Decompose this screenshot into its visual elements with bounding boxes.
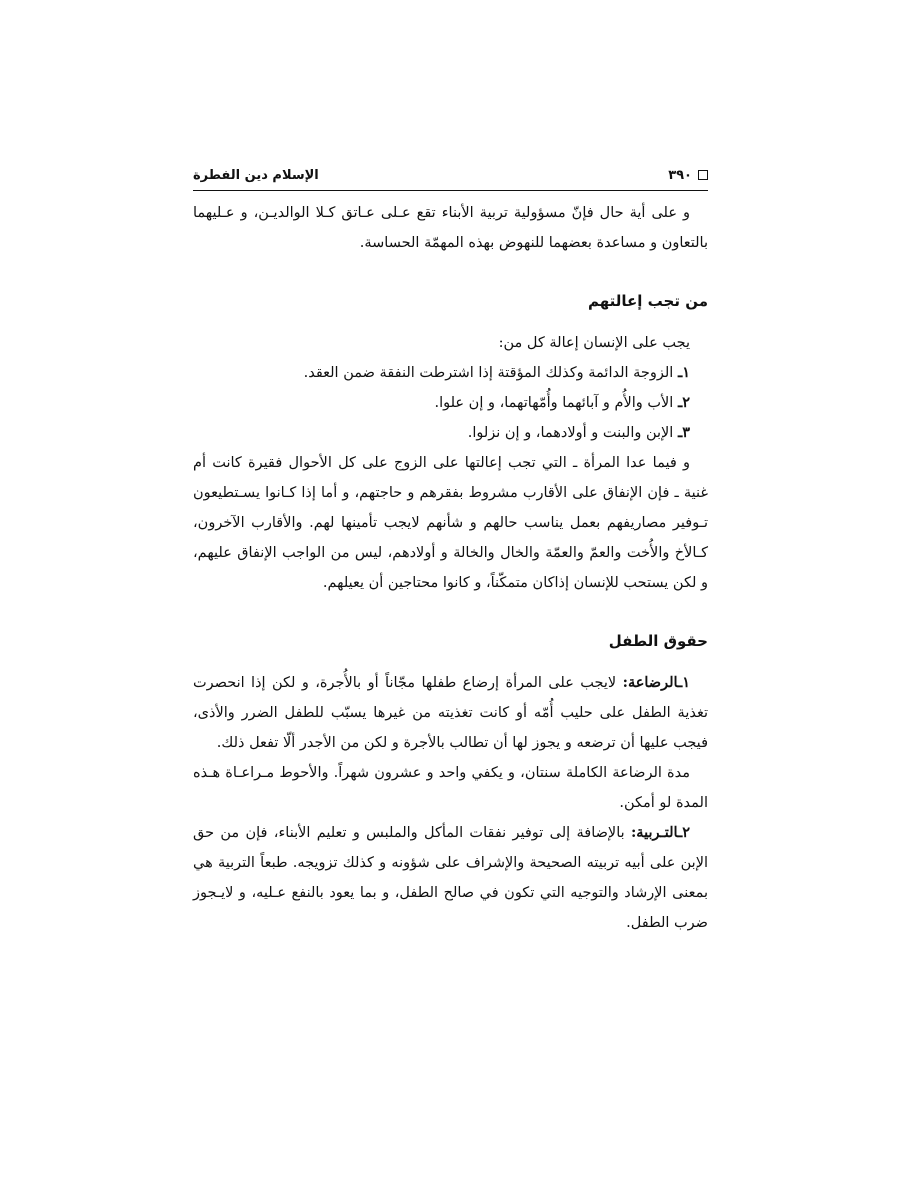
- item-number: ٢ـ: [677, 394, 690, 411]
- upbringing-text: بالإضافة إلى توفير نفقات المأكل والملبس و تعليم الأبناء، فإن من حق الإبن على أبيه تربيته الصحيحة والإشراف على شؤونه و كذلك تزويجه. طبعاً التربية هي بمعنى الإرشاد والتوجيه التي تكون في صالح الطفل، و بما يعود بالنفع عـليه، و لايـجوز ضرب الطفل.: [193, 825, 708, 931]
- running-header: [193, 160, 708, 190]
- upbringing-paragraph: [193, 818, 708, 938]
- breastfeeding-paragraph: [193, 668, 708, 758]
- term-breastfeeding: الرضاعة:: [622, 674, 678, 691]
- breastfeeding-duration-paragraph: مدة الرضاعة الكاملة سنتان، و يكفي واحد و عشرون شهراً. والأحوط مـراعـاة هـذه المدة لو أمكن.: [193, 765, 708, 811]
- page-number-text: ٣٩٠: [668, 167, 692, 183]
- section-heading-maintenance: من تجب إعالتهم: [588, 292, 708, 310]
- intro-paragraph: و على أية حال فإنّ مسؤولية تربية الأبناء تقع عـلى عـاتق كـلا الوالديـن، و عـليهما بالتعاون و مساعدة بعضهما للنهوض بهذه المهمّة الحساسة.: [193, 205, 708, 251]
- square-bullet-icon: [698, 170, 708, 180]
- section-heading-child-rights: حقوق الطفل: [608, 632, 708, 650]
- item-number: ٣ـ: [677, 424, 690, 441]
- term-upbringing: التـربية:: [630, 824, 678, 841]
- header-rule: [193, 190, 708, 191]
- maintenance-intro: يجب على الإنسان إعالة كل من:: [498, 335, 690, 351]
- book-page: [193, 160, 708, 938]
- maintenance-item: [193, 388, 708, 418]
- maintenance-item: [193, 358, 708, 388]
- maintenance-item: [193, 418, 708, 448]
- item-number: ١ـ: [677, 674, 690, 691]
- item-text: الأب والأُم و آبائهما وأُمّهاتهما، و إن علوا.: [434, 395, 678, 411]
- item-number: ١ـ: [677, 364, 690, 381]
- maintenance-closing-paragraph: و فيما عدا المرأة ـ التي تجب إعالتها على الزوج على كل الأحوال فقيرة كانت أم غنية ـ فإن الإنفاق على الأقارب مشروط بفقرهم و حاجتهم، و أما إذا كـانوا يسـتطيعون تـوفير مصاريفهم بعمل يناسب حالهم و شأنهم لايجب تأمينها لهم. والأقارب الآخرون، كـالأخ والأُخت والعمّ والعمّة والخال والخالة و أولادهم، ليس من الواجب الإنفاق عليهم، و لكن يستحب للإنسان إذاكان متمكّناً، و كانوا محتاجين أن يعيلهم.: [193, 455, 708, 591]
- breastfeeding-text: لايجب على المرأة إرضاع طفلها مجّاناً أو بالأُجرة، و لكن إذا انحصرت تغذية الطفل على حليب أُمّه أو كانت تغذيته من غيرها يسبّب للطفل الضرر والأذى، فيجب عليها أن ترضعه و يجوز لها أن تطالب بالأجرة و لكن من الأجدر ألّا تفعل ذلك.: [193, 675, 708, 751]
- item-number: ٢ـ: [677, 824, 690, 841]
- item-text: الإبن والبنت و أولادهما، و إن نزلوا.: [467, 425, 678, 441]
- item-text: الزوجة الدائمة وكذلك المؤقتة إذا اشترطت النفقة ضمن العقد.: [303, 365, 678, 381]
- page-number: [668, 168, 708, 183]
- book-title: الإسلام دين الفطرة: [193, 167, 319, 183]
